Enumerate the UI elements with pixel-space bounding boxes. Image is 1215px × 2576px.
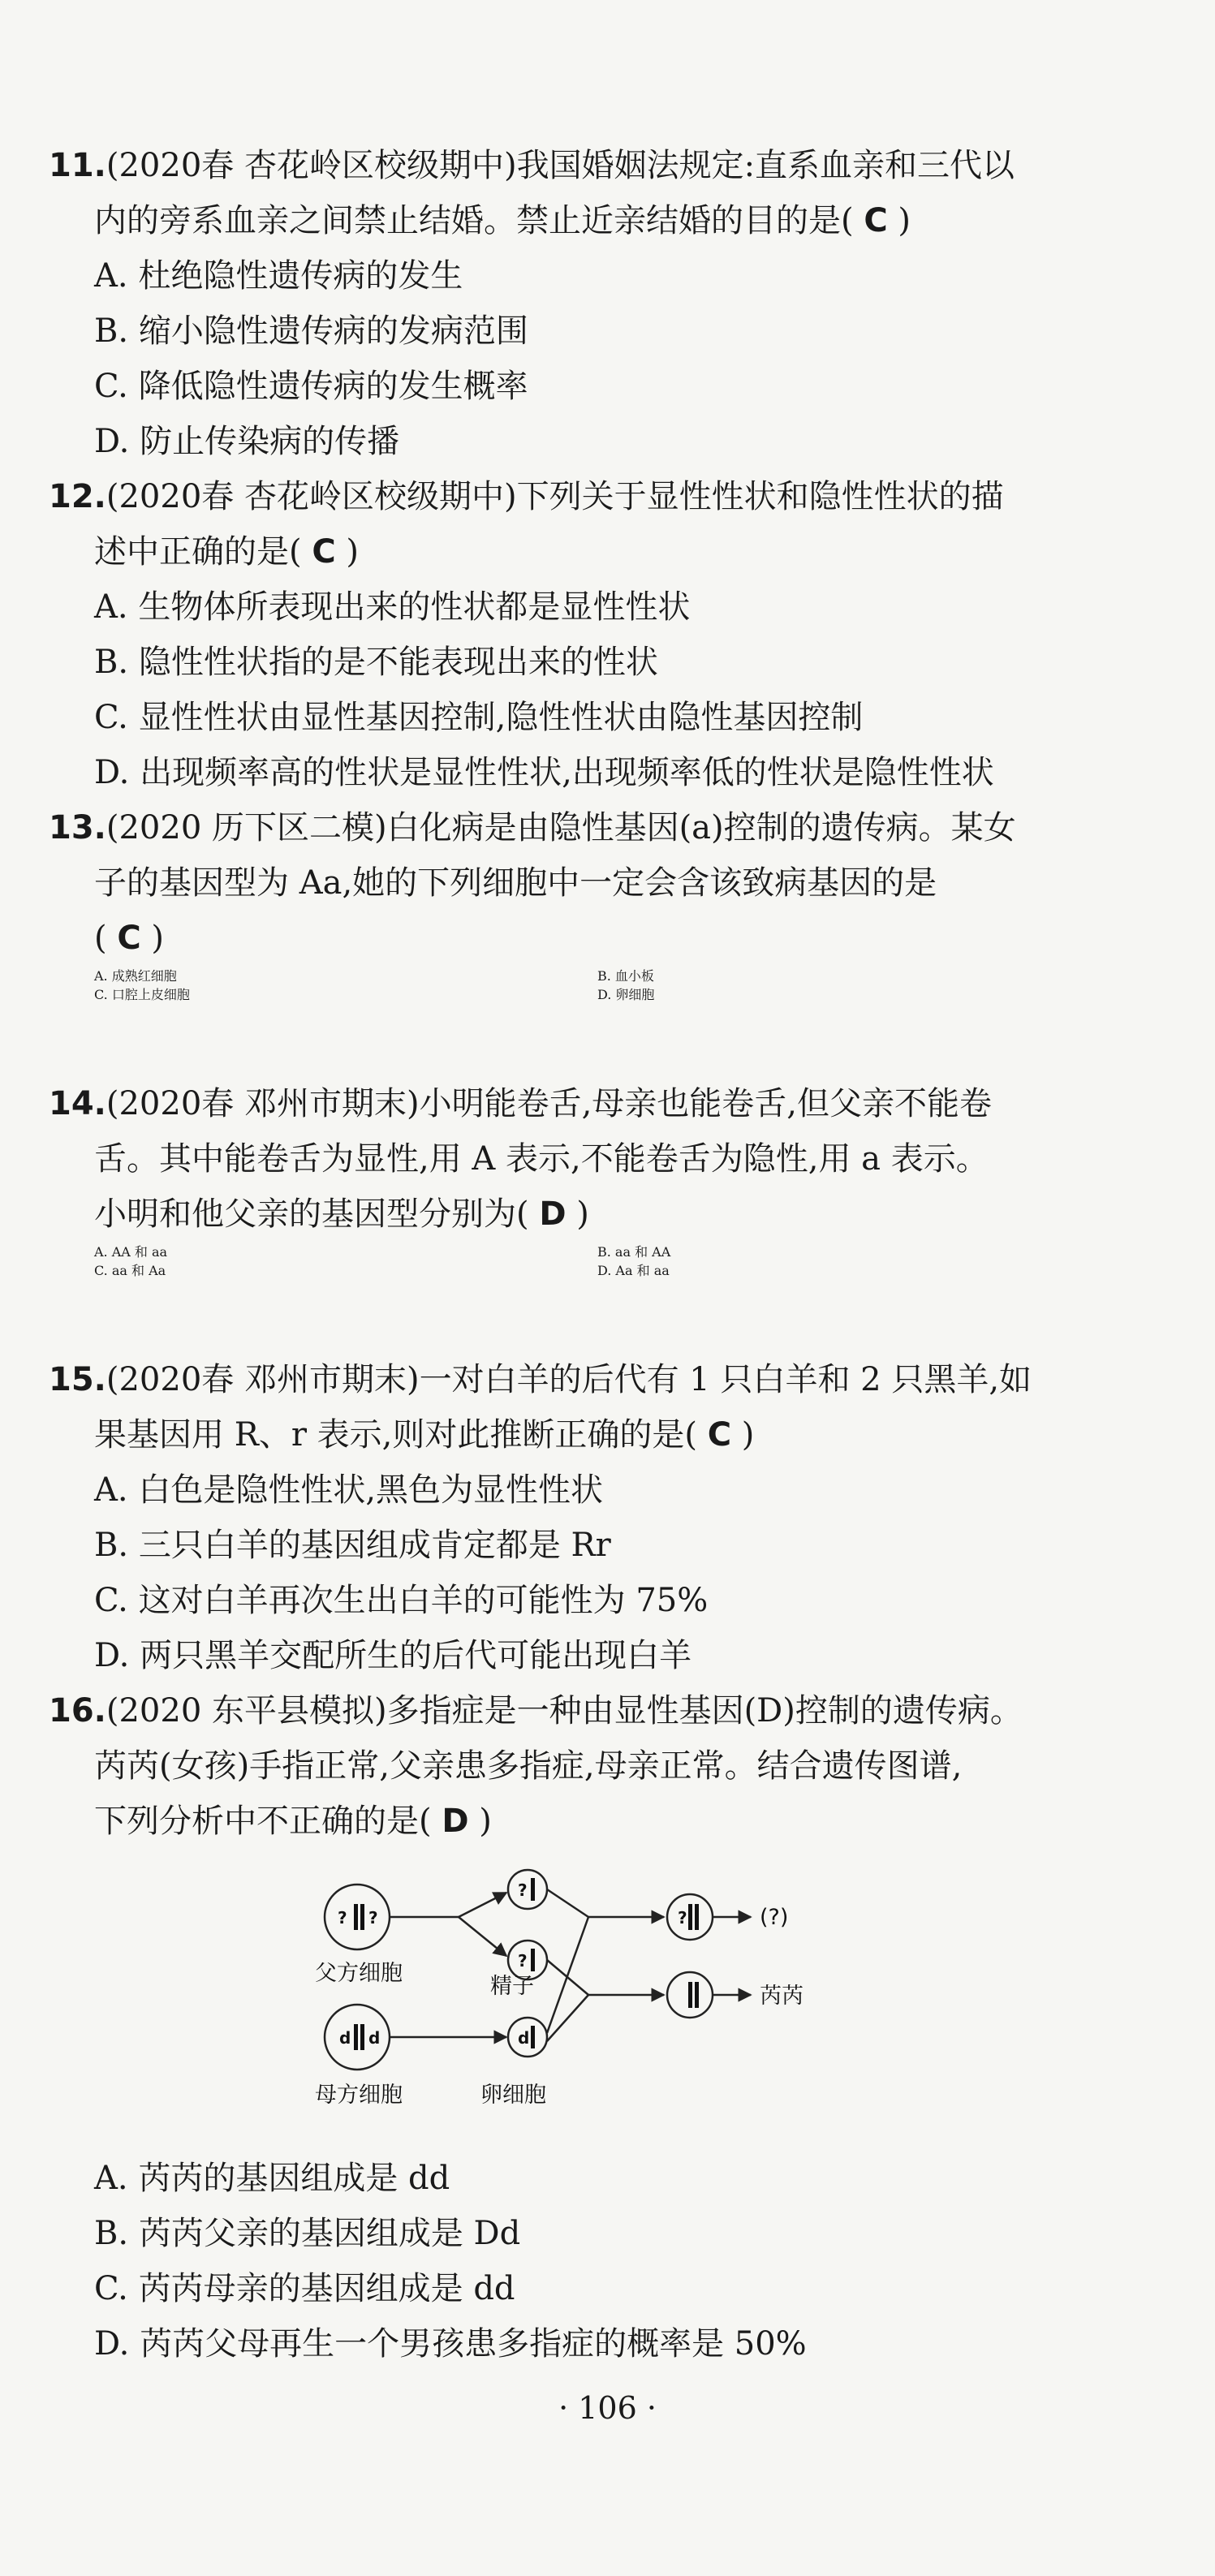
q15-option-c: C. 这对白羊再次生出白羊的可能性为 75% — [94, 1582, 709, 1619]
q13-line1 — [49, 800, 1088, 855]
q12-number: 12. — [49, 478, 106, 515]
q14-line3 — [49, 1187, 1088, 1242]
q13-options — [49, 966, 1088, 1003]
q11-options — [49, 248, 1088, 469]
question-14 — [49, 1076, 1088, 1279]
father-cell-label: 父方细胞 — [315, 1961, 403, 1986]
q12-stem-1: (2020春 杏花岭区校级期中)下列关于显性性状和隐性性状的描 — [106, 478, 1004, 515]
q15-stem-2: 果基因用 R、r 表示,则对此推断正确的是( — [94, 1416, 697, 1454]
q16-answer: D — [442, 1803, 469, 1840]
q13-option-a: A. 成熟红细胞 — [94, 968, 177, 984]
q16-number: 16. — [49, 1692, 106, 1730]
sperm-1-chromosome — [531, 1878, 535, 1901]
q11-option-b: B. 缩小隐性遗传病的发病范围 — [94, 312, 528, 350]
q14-number: 14. — [49, 1085, 106, 1122]
q15-number: 15. — [49, 1361, 106, 1398]
question-16 — [49, 1683, 1088, 1849]
q16-line1 — [49, 1683, 1088, 1738]
question-12 — [49, 469, 1088, 800]
q12-answer: C — [312, 533, 336, 571]
heredity-diagram — [308, 1867, 877, 2134]
ruirui-label: 芮芮 — [760, 1984, 804, 2009]
q14-line1 — [49, 1076, 1088, 1131]
sperm-2-gene: ? — [518, 1951, 528, 1971]
q14-options — [49, 1242, 1088, 1279]
q16-close-paren: ) — [479, 1803, 492, 1840]
q11-answer: C — [864, 202, 888, 239]
offspring-1-chromosome-1 — [688, 1904, 692, 1930]
q13-close-paren: ) — [151, 920, 165, 957]
offspring-2-chromosome-2 — [695, 1982, 699, 2008]
father-chromosome-1 — [354, 1904, 358, 1930]
q12-line1 — [49, 469, 1088, 524]
egg-chromosome — [531, 2026, 535, 2048]
question-15 — [49, 1352, 1088, 1683]
q14-answer: D — [539, 1195, 567, 1233]
q16-stem-1: (2020 东平县模拟)多指症是一种由显性基因(D)控制的遗传病。 — [106, 1692, 1023, 1730]
q15-line2 — [49, 1407, 1088, 1462]
q11-stem-2: 内的旁系血亲之间禁止结婚。禁止近亲结婚的目的是( — [94, 202, 854, 239]
unknown-offspring-label: (?) — [760, 1905, 789, 1930]
mother-chromosome-2 — [360, 2024, 364, 2050]
mother-gene-1: d — [339, 2028, 351, 2048]
q15-line1 — [49, 1352, 1088, 1407]
egg-label: 卵细胞 — [480, 2083, 546, 2108]
q13-open-paren: ( — [94, 920, 107, 957]
cross-line-1 — [547, 1889, 588, 1917]
q13-answer: C — [117, 920, 141, 957]
q12-option-d: D. 出现频率高的性状是显性性状,出现频率低的性状是隐性性状 — [94, 754, 994, 791]
sperm-1-gene: ? — [518, 1880, 528, 1900]
q12-option-b: B. 隐性性状指的是不能表现出来的性状 — [94, 644, 658, 681]
q11-line1 — [49, 138, 1088, 193]
q11-option-a: A. 杜绝隐性遗传病的发生 — [94, 257, 463, 295]
cross-line-3 — [547, 1917, 588, 2033]
arrow-to-sperm-1 — [459, 1893, 506, 1917]
offspring-1-gene: ? — [678, 1908, 687, 1928]
q11-number: 11. — [49, 147, 106, 184]
q15-close-paren: ) — [741, 1416, 755, 1454]
q12-option-a: A. 生物体所表现出来的性状都是显性性状 — [94, 588, 691, 626]
q15-option-a: A. 白色是隐性性状,黑色为显性性状 — [94, 1471, 604, 1509]
egg-gene: d — [518, 2028, 530, 2048]
q16-line2: 芮芮(女孩)手指正常,父亲患多指症,母亲正常。结合遗传图谱, — [94, 1747, 963, 1785]
arrow-to-sperm-2 — [459, 1917, 506, 1956]
question-13 — [49, 800, 1088, 1003]
q12-options — [49, 579, 1088, 800]
q16-option-c: C. 芮芮母亲的基因组成是 dd — [94, 2270, 515, 2307]
q16-option-d: D. 芮芮父母再生一个男孩患多指症的概率是 50% — [94, 2325, 807, 2363]
question-11 — [49, 138, 1088, 469]
q12-stem-2: 述中正确的是( — [94, 533, 302, 571]
q14-option-a: A. AA 和 aa — [94, 1244, 168, 1260]
page-number: · 106 · — [558, 2390, 657, 2426]
q11-close-paren: ) — [898, 202, 911, 239]
q11-option-d: D. 防止传染病的传播 — [94, 423, 400, 460]
offspring-2-chromosome-1 — [688, 1982, 692, 2008]
q15-stem-1: (2020春 邓州市期末)一对白羊的后代有 1 只白羊和 2 只黑羊,如 — [106, 1361, 1032, 1398]
mother-chromosome-1 — [354, 2024, 358, 2050]
sperm-label: 精子 — [490, 1974, 534, 1999]
q13-stem-1: (2020 历下区二模)白化病是由隐性基因(a)控制的遗传病。某女 — [106, 809, 1016, 846]
sperm-1-circle — [508, 1870, 547, 1909]
q13-option-c: C. 口腔上皮细胞 — [94, 987, 190, 1002]
q12-line2 — [49, 524, 1088, 579]
q11-stem-1: (2020春 杏花岭区校级期中)我国婚姻法规定:直系血亲和三代以 — [106, 147, 1015, 184]
q16-stem-3: 下列分析中不正确的是( — [94, 1803, 432, 1840]
q14-line2: 舌。其中能卷舌为显性,用 A 表示,不能卷舌为隐性,用 a 表示。 — [94, 1140, 989, 1178]
q11-line2 — [49, 193, 1088, 248]
q13-line2: 子的基因型为 Aa,她的下列细胞中一定会含该致病基因的是 — [94, 864, 937, 902]
q13-option-b: B. 血小板 — [597, 968, 654, 984]
offspring-1-chromosome-2 — [695, 1904, 699, 1930]
q14-stem-1: (2020春 邓州市期末)小明能卷舌,母亲也能卷舌,但父亲不能卷 — [106, 1085, 993, 1122]
q14-close-paren: ) — [576, 1195, 589, 1233]
mother-cell-label: 母方细胞 — [315, 2083, 403, 2108]
q12-option-c: C. 显性性状由显性基因控制,隐性性状由隐性基因控制 — [94, 699, 864, 736]
q15-option-b: B. 三只白羊的基因组成肯定都是 Rr — [94, 1527, 611, 1564]
father-chromosome-2 — [360, 1904, 364, 1930]
q16-options — [49, 2151, 1088, 2371]
q15-option-d: D. 两只黑羊交配所生的后代可能出现白羊 — [94, 1637, 692, 1674]
q14-option-c: C. aa 和 Aa — [94, 1263, 166, 1278]
q16-line3 — [49, 1794, 1088, 1849]
q16-option-b: B. 芮芮父亲的基因组成是 Dd — [94, 2215, 521, 2252]
father-gene-2: ? — [368, 1908, 378, 1928]
q11-option-c: C. 降低隐性遗传病的发生概率 — [94, 368, 528, 405]
mother-gene-2: d — [368, 2028, 381, 2048]
q12-close-paren: ) — [346, 533, 360, 571]
q13-number: 13. — [49, 809, 106, 846]
q14-option-d: D. Aa 和 aa — [597, 1263, 670, 1278]
father-gene-1: ? — [338, 1908, 347, 1928]
q14-option-b: B. aa 和 AA — [597, 1244, 671, 1260]
q16-option-a: A. 芮芮的基因组成是 dd — [94, 2160, 450, 2197]
q13-line3 — [49, 911, 1088, 966]
q15-options — [49, 1462, 1088, 1683]
q13-option-d: D. 卵细胞 — [597, 987, 655, 1002]
sperm-2-chromosome — [531, 1949, 535, 1971]
q15-answer: C — [707, 1416, 732, 1454]
q14-stem-3: 小明和他父亲的基因型分别为( — [94, 1195, 529, 1233]
